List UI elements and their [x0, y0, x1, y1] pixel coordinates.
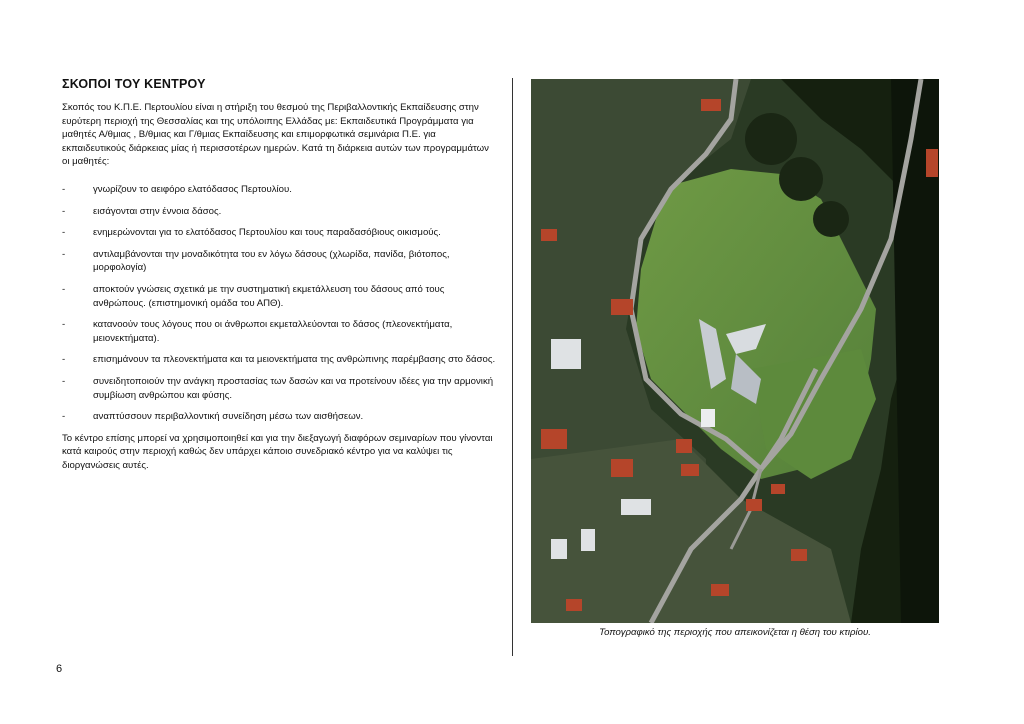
- section-heading: ΣΚΟΠΟΙ ΤΟΥ ΚΕΝΤΡΟΥ: [62, 77, 206, 91]
- list-item: [62, 353, 498, 367]
- house-roof: [681, 464, 699, 476]
- list-item: [62, 183, 498, 197]
- list-item-text: γνωρίζουν το αειφόρο ελατόδασος Περτουλίου.: [93, 183, 292, 195]
- list-item: [62, 248, 498, 275]
- house-roof-white: [581, 529, 595, 551]
- list-item: [62, 226, 498, 240]
- bullet-dash: -: [62, 354, 66, 366]
- house-roof-white: [701, 409, 715, 427]
- bullet-dash: -: [62, 227, 66, 239]
- goals-list: [62, 183, 498, 424]
- house-roof: [676, 439, 692, 453]
- bullet-dash: -: [62, 375, 66, 387]
- house-roof: [611, 459, 633, 477]
- house-roof-white: [551, 539, 567, 559]
- house-roof: [771, 484, 785, 494]
- bullet-dash: -: [62, 319, 66, 331]
- list-item: [62, 410, 498, 424]
- tree-cluster: [745, 113, 797, 165]
- house-roof: [711, 584, 729, 596]
- page-number: 6: [56, 663, 63, 675]
- list-item-text: επισημάνουν τα πλεονεκτήματα και τα μειονεκτήματα της ανθρώπινης παρέμβασης στο δάσος.: [93, 354, 496, 366]
- list-item: [62, 205, 498, 219]
- house-roof: [701, 99, 721, 111]
- house-roof: [566, 599, 582, 611]
- house-roof: [611, 299, 633, 315]
- column-divider: [512, 78, 513, 656]
- bullet-dash: -: [62, 283, 66, 295]
- house-roof: [541, 429, 567, 449]
- tree-cluster: [813, 201, 849, 237]
- list-item: [62, 318, 498, 345]
- list-item-text: συνειδητοποιούν την ανάγκη προστασίας των δασών και να προτείνουν ιδέες για την αρμονική συμβίωση ανθρώπου και φύσης.: [93, 375, 494, 401]
- list-item-text: ενημερώνονται για το ελατόδασος Περτουλίου και τους παραδασόβιους οικισμούς.: [93, 227, 441, 239]
- house-roof-white: [551, 339, 581, 369]
- house-roof-white: [621, 499, 651, 515]
- bullet-dash: -: [62, 248, 66, 260]
- list-item-text: εισάγονται στην έννοια δάσος.: [93, 205, 222, 217]
- house-roof: [926, 149, 938, 177]
- bullet-dash: -: [62, 205, 66, 217]
- intro-paragraph: Σκοπός του Κ.Π.Ε. Περτουλίου είναι η στήριξη του θεσμού της Περιβαλλοντικής Εκπαίδευσης στην ευρύτερη περιοχή της Θεσσαλίας και της υπόλοιπης Ελλάδας με: Εκπαιδευτικά Προγράμματα για μαθητές Α/θμιας , Β/θμιας και Γ/θμιας Εκπαίδευσης και επιμορφωτικά σεμινάρια Π.Ε. για εκπαιδευτικούς διάρκειας μίας ή περισσοτέρων ημερών. Κατά τη διάρκεια αυτών των προγραμμάτων οι μαθητές:: [62, 102, 489, 168]
- list-item-text: αντιλαμβάνονται την μοναδικότητα του εν λόγω δάσους (χλωρίδα, πανίδα, βιότοπος, μορφολογία): [93, 248, 450, 274]
- list-item-text: αναπτύσσουν περιβαλλοντική συνείδηση μέσω των αισθήσεων.: [93, 411, 364, 423]
- aerial-site-photo: [531, 79, 939, 623]
- closing-paragraph: Το κέντρο επίσης μπορεί να χρησιμοποιηθεί και για την διεξαγωγή διαφόρων σεμιναρίων που γίνονται κατά καιρούς στην περιοχή καθώς δεν υπάρχει κάποιο συνεδριακό κέντρο για να καλύψει τις διοργανώσεις αυτές.: [62, 432, 493, 471]
- text-column: [62, 101, 498, 472]
- bullet-dash: -: [62, 411, 66, 423]
- house-roof: [746, 499, 762, 511]
- tree-cluster: [779, 157, 823, 201]
- list-item: [62, 283, 498, 310]
- house-roof: [541, 229, 557, 241]
- list-item-text: κατανοούν τους λόγους που οι άνθρωποι εκμεταλλεύονται το δάσος (πλεονεκτήματα, μειονεκτήματα).: [93, 319, 453, 344]
- photo-caption: Τοπογραφικό της περιοχής που απεικονίζεται η θέση του κτιρίου.: [599, 627, 871, 638]
- list-item: [62, 375, 498, 402]
- list-item-text: αποκτούν γνώσεις σχετικά με την συστηματική εκμετάλλευση του δάσους από τους ανθρώπους. (επιστημονική ομάδα του ΑΠΘ).: [93, 283, 445, 309]
- bullet-dash: -: [62, 183, 66, 195]
- house-roof: [791, 549, 807, 561]
